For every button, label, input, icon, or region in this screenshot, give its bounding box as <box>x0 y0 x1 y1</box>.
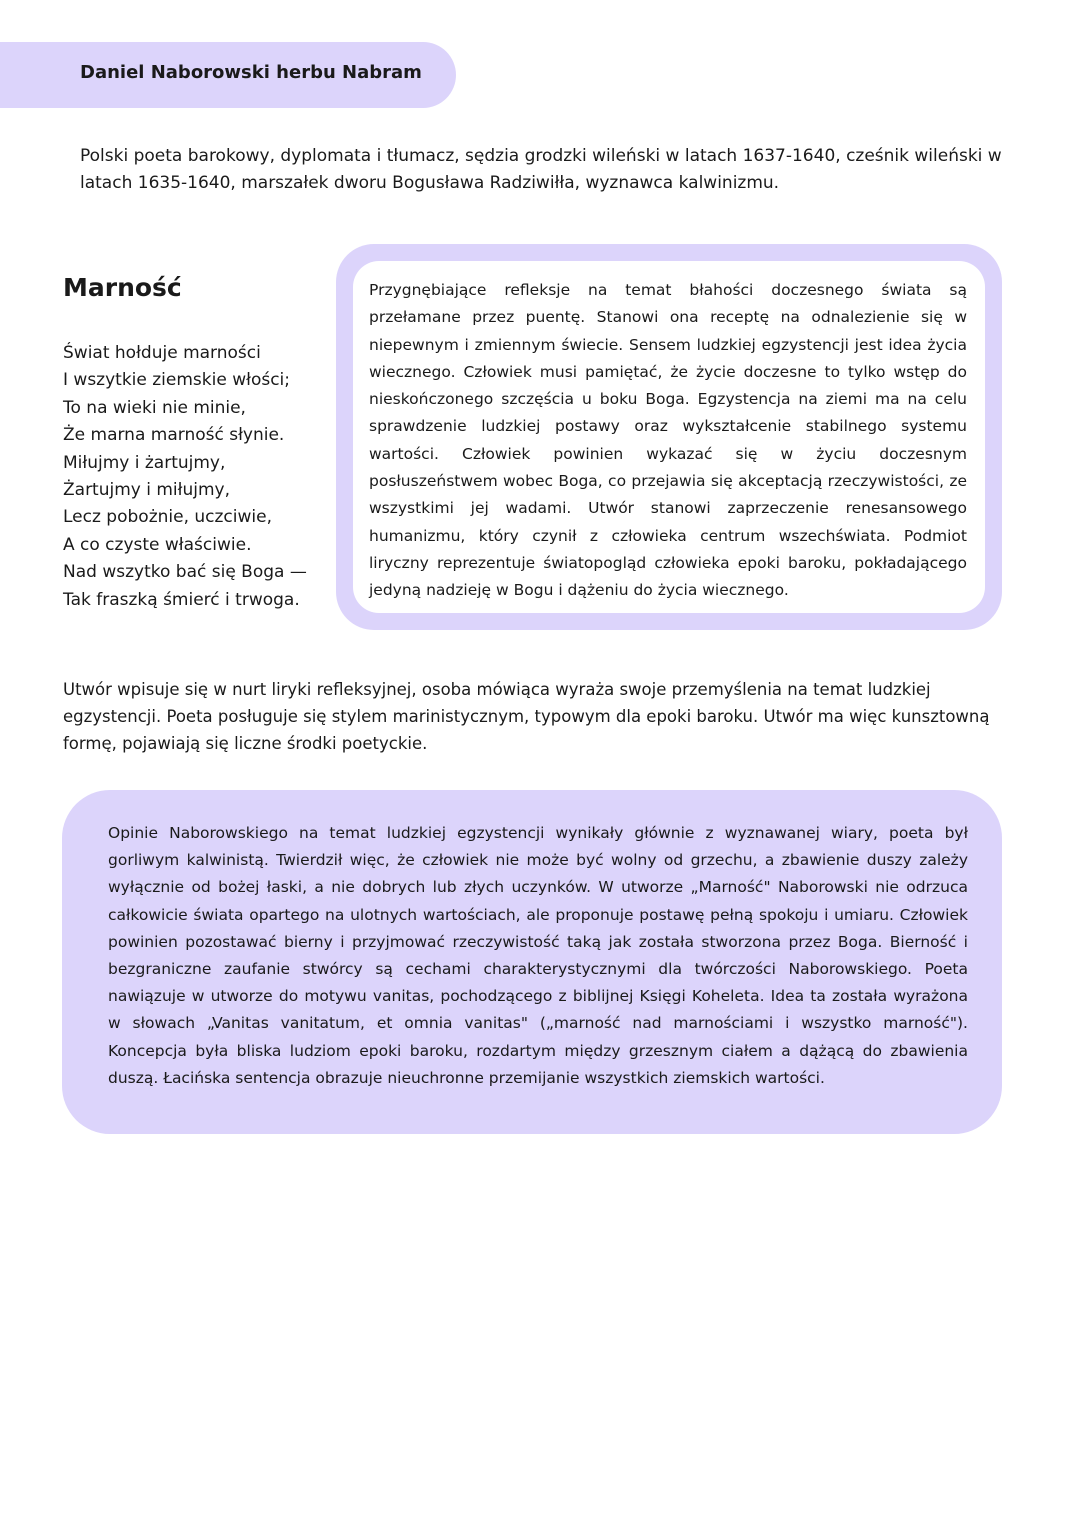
poem-line: Żartujmy i miłujmy, <box>63 480 231 501</box>
page-title: Daniel Naborowski herbu Nabram <box>80 62 422 83</box>
poem-text <box>63 340 307 614</box>
poem-line: Lecz pobożnie, uczciwie, <box>63 507 272 528</box>
poem-line: Że marna marność słynie. <box>63 425 285 446</box>
header-tab <box>0 42 456 108</box>
analysis-text: Przygnębiające refleksje na temat błahości doczesnego świata są przełamane przez puentę. Stanowi ona receptę na odnalezienie się w niepewnym i zmiennym świecie. Sensem ludzkiej egzystencji jest idea życia wiecznego. Człowiek musi pamiętać, że życie doczesne to tylko wstęp do nieskończonego szczęścia u boku Boga. Egzystencja na ziemi ma na celu sprawdzenie ludzkiej postawy oraz wykształcenie stabilnego systemu wartości. Człowiek powinien wykazać się w życiu doczesnym posłuszeństwem wobec Boga, co przejawia się akceptacją rzeczywistości, ze wszystkimi jej wadami. Utwór stanowi zaprzeczenie renesansowego humanizmu, który czynił z człowieka centrum wszechświata. Podmiot liryczny reprezentuje światopogląd człowieka epoki baroku, pokładającego jedyną nadzieję w Bogu i dążeniu do życia wiecznego. <box>353 261 985 613</box>
poem-line: A co czyste właściwie. <box>63 534 252 555</box>
analysis-box <box>336 244 1002 630</box>
intro-paragraph: Polski poeta barokowy, dyplomata i tłumacz, sędzia grodzki wileński w latach 1637-1640, cześnik wileński w latach 1635-1640, marszałek dworu Bogusława Radziwiłła, wyznawca kalwinizmu. <box>80 146 1002 193</box>
poem-line: To na wieki nie minie, <box>63 397 246 418</box>
poem-line: Tak fraszką śmierć i trwoga. <box>63 589 300 610</box>
commentary-box <box>62 790 1002 1134</box>
poem-title: Marność <box>63 273 182 302</box>
poem-line: Miłujmy i żartujmy, <box>63 452 226 473</box>
poem-line: I wszytkie ziemskie włości; <box>63 370 291 391</box>
middle-paragraph: Utwór wpisuje się w nurt liryki refleksyjnej, osoba mówiąca wyraża swoje przemyślenia na temat ludzkiej egzystencji. Poeta posługuje się stylem marinistycznym, typowym dla epoki baroku. Utwór ma więc kunsztowną formę, pojawiają się liczne środki poetyckie. <box>63 680 990 753</box>
commentary-text: Opinie Naborowskiego na temat ludzkiej egzystencji wynikały głównie z wyznawanej wiary, poeta był gorliwym kalwinistą. Twierdził więc, że człowiek nie może być wolny od grzechu, a zbawienie duszy zależy wyłącznie od bożej łaski, a nie dobrych lub złych uczynków. W utworze „Marność" Naborowski nie odrzuca całkowicie świata opartego na ulotnych wartościach, ale proponuje postawę pełną spokoju i umiaru. Człowiek powinien pozostawać bierny i przyjmować rzeczywistość taką jak została stworzona przez Boga. Bierność i bezgraniczne zaufanie stwórcy są cechami charakterystycznymi dla twórczości Naborowskiego. Poeta nawiązuje w utworze do motywu vanitas, pochodzącego z biblijnej Księgi Koheleta. Idea ta została wyrażona w słowach „Vanitas vanitatum, et omnia vanitas" („marność nad marnościami i wszystko marność"). Koncepcja była bliska ludziom epoki baroku, rozdartym między grzesznym ciałem a dążącą do zbawienia duszą. Łacińska sentencja obrazuje nieuchronne przemijanie wszystkich ziemskich wartości. <box>108 824 968 1087</box>
poem-line: Świat hołduje marności <box>63 343 261 363</box>
poem-line: Nad wszytko bać się Boga — <box>63 562 307 583</box>
